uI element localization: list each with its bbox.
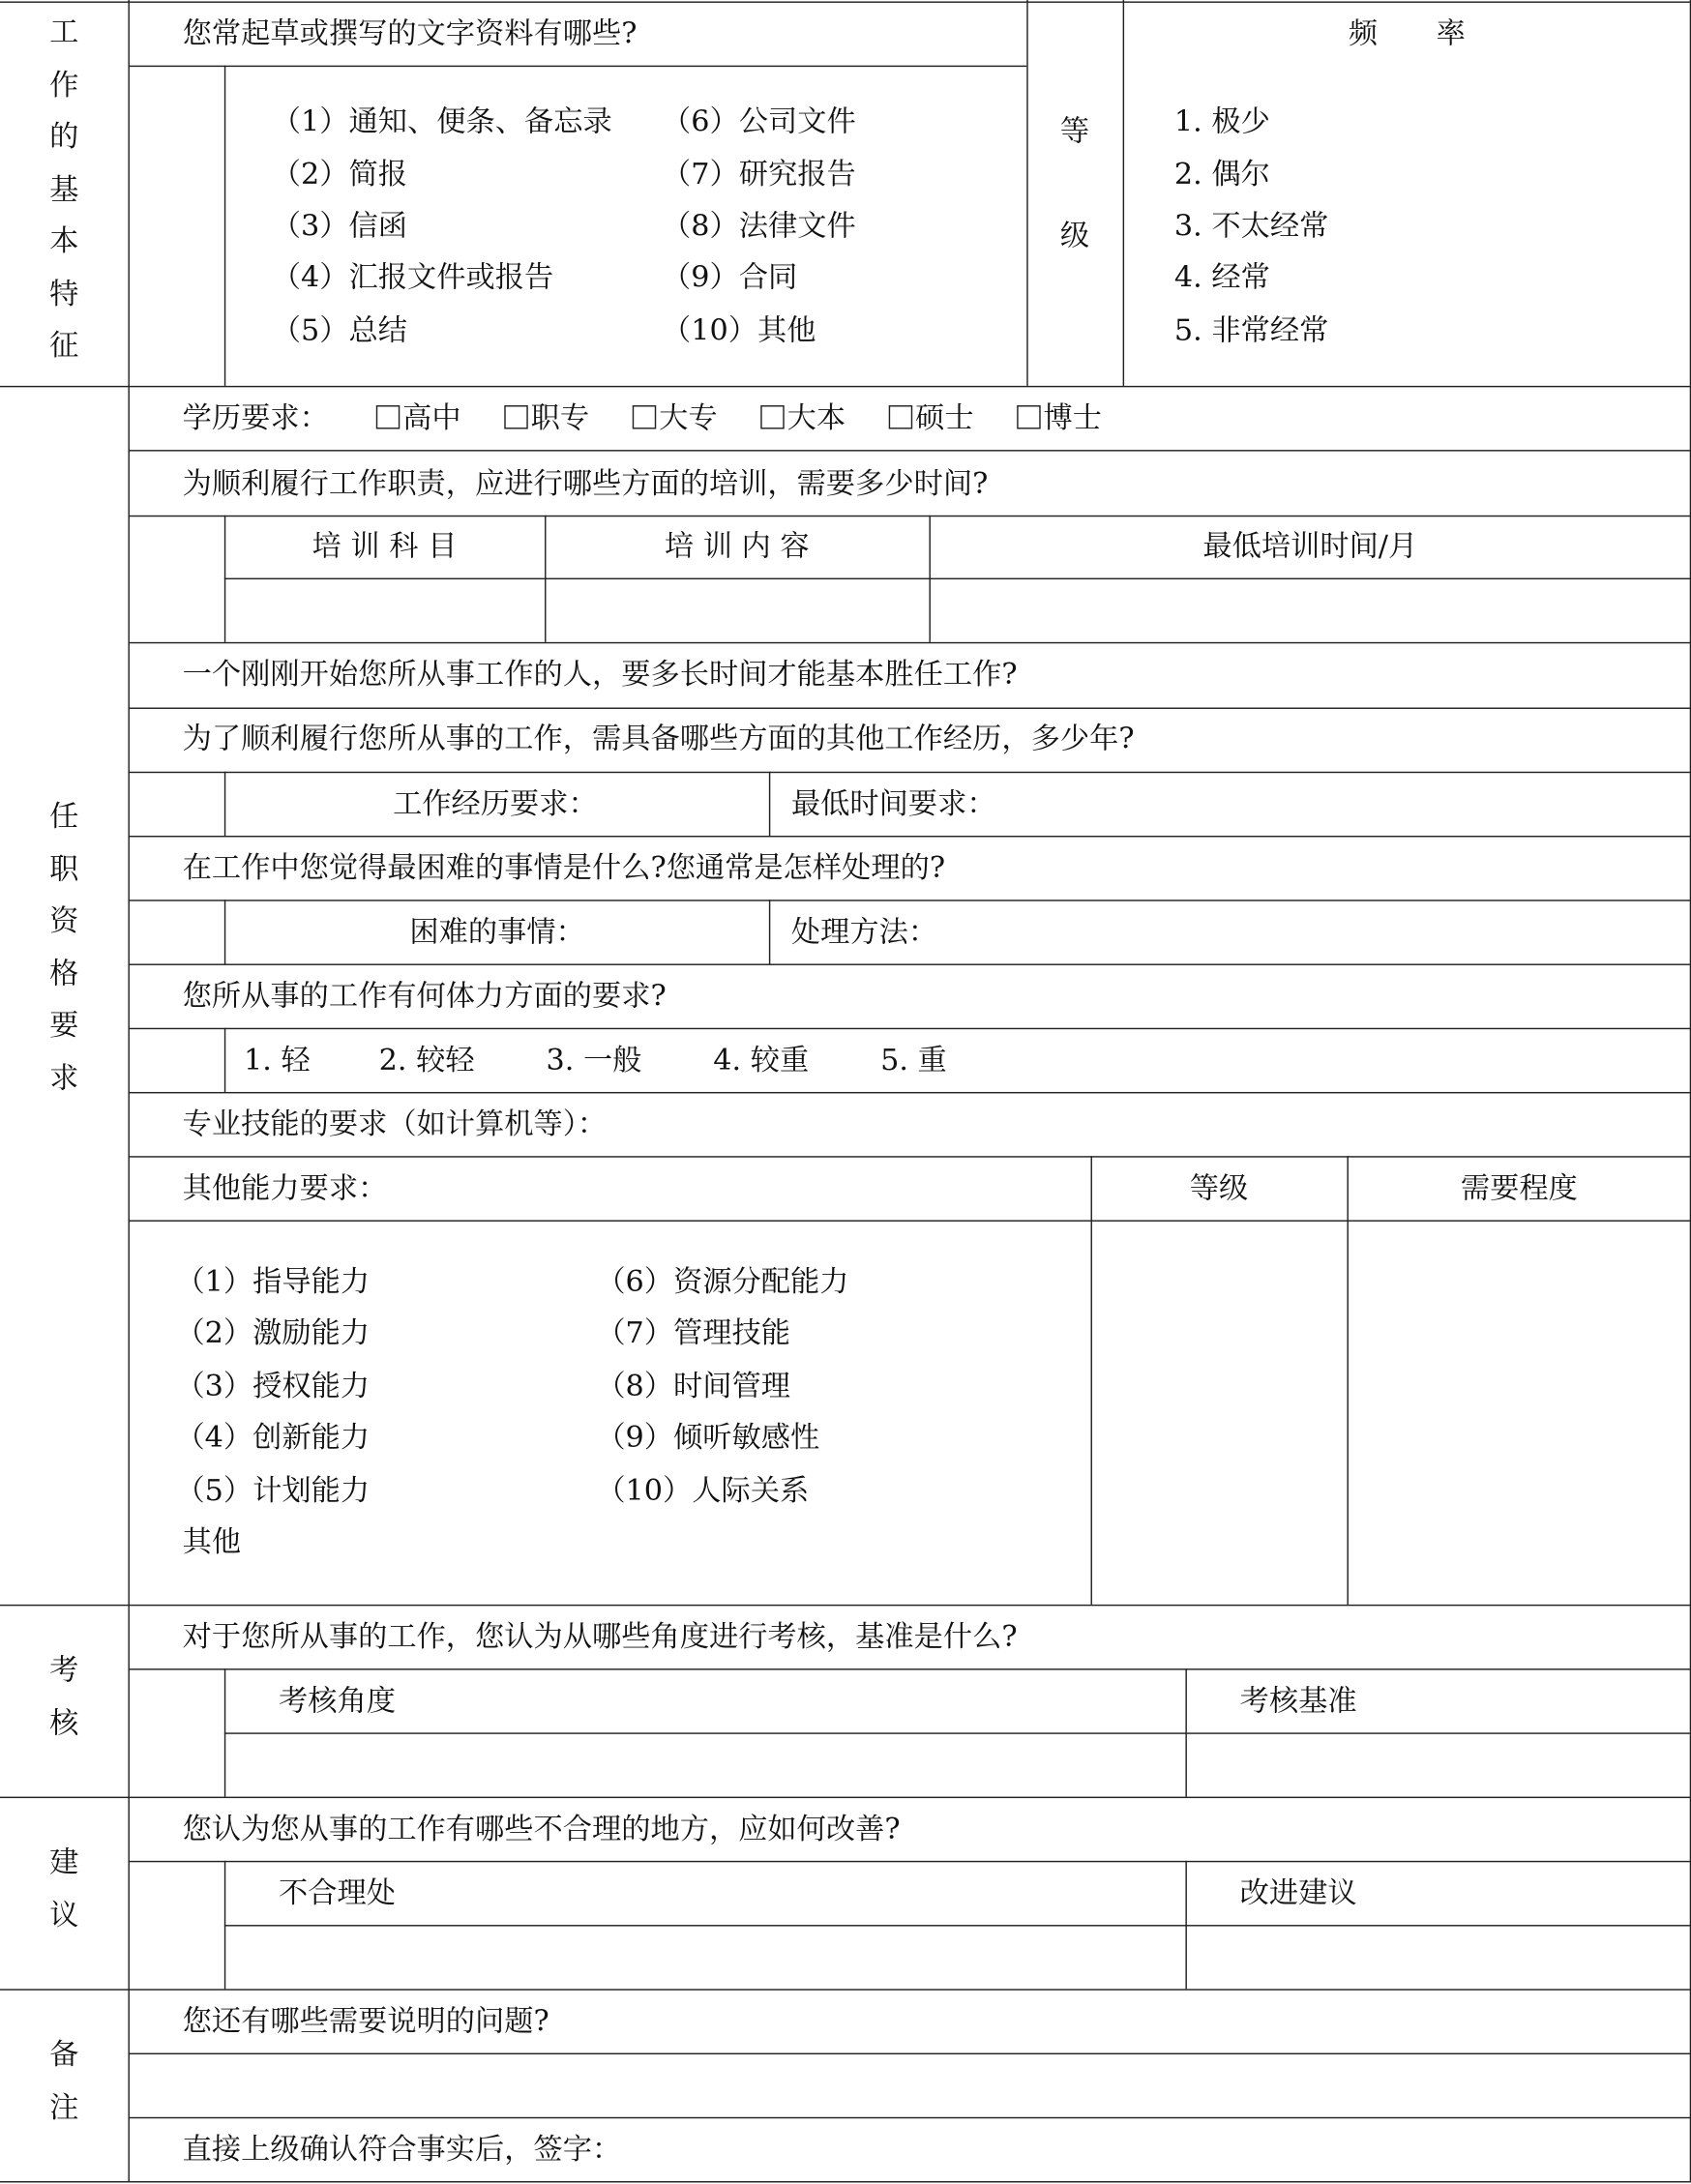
table-rule <box>1091 1156 1092 1605</box>
section-label-char: 核 <box>49 1705 79 1739</box>
difficulty-question: 在工作中您觉得最困难的事情是什么?您通常是怎样处理的? <box>182 850 946 885</box>
training-time-header: 最低培训时间/月 <box>1202 529 1418 563</box>
table-rule <box>1026 0 1027 386</box>
grade-label: 级 <box>1059 219 1090 252</box>
section-label-char: 作 <box>49 67 79 102</box>
training-subject-header: 培 训 科 目 <box>312 529 458 563</box>
physical-option: 1. 轻 <box>244 1043 311 1077</box>
other-abilities-label: 其他能力要求： <box>182 1171 388 1205</box>
checkbox-icon[interactable] <box>1017 405 1040 428</box>
table-rule <box>769 900 770 963</box>
issue-header: 不合理处 <box>279 1875 396 1910</box>
section-label-char: 注 <box>49 2089 79 2124</box>
table-rule <box>128 450 1691 451</box>
checkbox-label: 高中 <box>402 400 461 435</box>
assessment-criteria-header: 考核基准 <box>1239 1683 1357 1718</box>
section-label-char: 征 <box>49 328 79 363</box>
table-rule <box>0 1989 1691 1990</box>
education-checkbox[interactable] <box>504 401 589 435</box>
ability-other: 其他 <box>182 1524 242 1559</box>
table-rule <box>0 2181 1691 2182</box>
training-content-cell[interactable] <box>545 578 929 642</box>
section-label-char: 本 <box>49 223 79 258</box>
table-rule <box>224 66 225 386</box>
checkbox-label: 大专 <box>659 400 718 435</box>
table-rule <box>1185 1861 1186 1989</box>
table-rule <box>128 0 129 2181</box>
competence-question: 一个刚刚开始您所从事工作的人，要多长时间才能基本胜任工作? <box>182 657 1018 692</box>
checkbox-label: 博士 <box>1043 400 1103 435</box>
table-rule <box>128 708 1691 709</box>
improvement-header: 改进建议 <box>1239 1875 1357 1910</box>
table-rule <box>128 1220 1691 1221</box>
table-rule <box>769 772 770 836</box>
difficulty-item-label: 困难的事情： <box>409 915 585 949</box>
checkbox-label: 大本 <box>786 400 846 435</box>
table-rule <box>128 772 1691 773</box>
ability-option: （3）授权能力 <box>175 1369 371 1403</box>
table-rule <box>224 1668 225 1796</box>
section-label-char: 备 <box>49 2037 79 2072</box>
training-time-cell[interactable] <box>929 578 1691 642</box>
physical-question: 您所从事的工作有何体力方面的要求? <box>182 979 667 1013</box>
section-label-char: 任 <box>49 799 79 834</box>
education-checkbox[interactable] <box>760 401 846 435</box>
difficulty-method-label: 处理方法： <box>790 915 938 949</box>
grade-label: 等 <box>1059 114 1090 148</box>
physical-option: 2. 较轻 <box>378 1043 475 1077</box>
experience-requirement-label: 工作经历要求： <box>393 786 598 821</box>
remarks-answer-cell[interactable] <box>128 2053 1691 2117</box>
frequency-option: 1. 极少 <box>1173 104 1270 138</box>
suggestion-question: 您认为您从事的工作有哪些不合理的地方，应如何改善? <box>182 1812 901 1846</box>
table-rule <box>224 1028 225 1092</box>
table-rule <box>128 1861 1691 1862</box>
table-rule <box>0 1 1691 2</box>
education-checkbox[interactable] <box>376 401 461 435</box>
section-label-char: 资 <box>49 903 79 938</box>
frequency-header: 频 率 <box>1348 16 1466 50</box>
table-rule <box>128 642 1691 643</box>
remarks-question: 您还有哪些需要说明的问题? <box>182 2004 549 2038</box>
section-label-char: 工 <box>49 15 79 49</box>
frequency-option: 5. 非常经常 <box>1173 313 1329 347</box>
signature-label: 直接上级确认符合事实后，签字： <box>182 2132 622 2167</box>
document-option: （6）公司文件 <box>662 104 856 138</box>
ability-option: （10）人际关系 <box>596 1473 810 1508</box>
experience-time-label: 最低时间要求： <box>790 786 996 821</box>
ability-option: （2）激励能力 <box>175 1315 371 1350</box>
section-label-char: 的 <box>49 119 79 154</box>
document-option: （5）总结 <box>271 313 408 347</box>
table-rule <box>128 1668 1691 1669</box>
document-option: （8）法律文件 <box>662 209 856 243</box>
table-rule <box>0 1797 1691 1798</box>
section-label-char: 求 <box>49 1060 79 1095</box>
training-question: 为顺利履行工作职责，应进行哪些方面的培训，需要多少时间? <box>182 466 989 500</box>
document-option: （7）研究报告 <box>662 157 856 192</box>
checkbox-label: 硕士 <box>915 400 974 435</box>
table-rule <box>224 1861 225 1989</box>
need-header: 需要程度 <box>1460 1171 1578 1205</box>
ability-option: （6）资源分配能力 <box>596 1264 849 1299</box>
table-rule <box>1347 1156 1348 1605</box>
section-label-char: 考 <box>49 1653 79 1687</box>
assessment-question: 对于您所从事的工作，您认为从哪些角度进行考核，基准是什么? <box>182 1619 1018 1654</box>
document-option: （9）合同 <box>662 260 798 294</box>
table-rule <box>128 1092 1691 1093</box>
physical-option: 4. 较重 <box>713 1043 810 1077</box>
section-label-char: 格 <box>49 956 79 990</box>
section-label-suggestion <box>0 1837 128 1941</box>
table-rule <box>1185 1668 1186 1796</box>
table-rule <box>128 1028 1691 1029</box>
education-checkbox[interactable] <box>889 401 974 435</box>
section-label-char: 建 <box>49 1845 79 1879</box>
table-rule <box>128 1156 1691 1157</box>
section-label-char: 基 <box>49 171 79 206</box>
physical-option: 3. 一般 <box>546 1043 642 1077</box>
ability-option: （9）倾听敏感性 <box>596 1420 820 1455</box>
frequency-option: 2. 偶尔 <box>1173 157 1270 192</box>
table-rule <box>224 900 225 963</box>
education-label: 学历要求： <box>182 400 329 435</box>
section-label-char: 职 <box>49 851 79 886</box>
checkbox-icon[interactable] <box>633 405 656 428</box>
checkbox-icon[interactable] <box>376 405 400 428</box>
table-rule <box>128 963 1691 964</box>
document-option: （4）汇报文件或报告 <box>271 260 554 294</box>
checkbox-label: 职专 <box>530 400 590 435</box>
table-rule <box>0 1605 1691 1606</box>
table-rule <box>0 386 1691 387</box>
document-option: （1）通知、便条、备忘录 <box>271 104 612 138</box>
checkbox-icon[interactable] <box>889 405 912 428</box>
training-subject-cell[interactable] <box>224 578 545 642</box>
ability-option: （1）指导能力 <box>175 1264 371 1299</box>
table-rule <box>128 2117 1691 2118</box>
table-rule <box>128 836 1691 837</box>
section-label-char: 特 <box>49 276 79 310</box>
education-checkbox[interactable] <box>633 401 718 435</box>
documents-question: 您常起草或撰写的文字资料有哪些? <box>182 16 638 50</box>
assessment-angle-header: 考核角度 <box>279 1683 396 1718</box>
ability-option: （8）时间管理 <box>596 1369 791 1403</box>
section-label-basic <box>0 7 128 372</box>
education-checkbox[interactable] <box>1017 401 1102 435</box>
section-label-char: 要 <box>49 1008 79 1043</box>
table-rule <box>224 1732 1691 1733</box>
grade-header: 等级 <box>1189 1171 1249 1205</box>
document-option: （3）信函 <box>271 209 408 243</box>
ability-option: （5）计划能力 <box>175 1473 371 1508</box>
section-label-char: 议 <box>49 1898 79 1932</box>
checkbox-icon[interactable] <box>504 405 527 428</box>
checkbox-icon[interactable] <box>760 405 784 428</box>
section-label-qualification <box>0 791 128 1105</box>
frequency-option: 4. 经常 <box>1173 260 1270 294</box>
physical-option: 5. 重 <box>880 1043 947 1077</box>
table-rule <box>128 66 1026 67</box>
training-content-header: 培 训 内 容 <box>664 529 810 563</box>
table-rule <box>224 772 225 836</box>
frequency-option: 3. 不太经常 <box>1173 209 1329 243</box>
table-rule <box>224 1925 1691 1926</box>
skills-label: 专业技能的要求（如计算机等）： <box>182 1107 608 1141</box>
document-option: （10）其他 <box>662 313 816 347</box>
ability-option: （7）管理技能 <box>596 1315 791 1350</box>
ability-option: （4）创新能力 <box>175 1420 371 1455</box>
table-rule <box>1123 0 1124 386</box>
experience-question: 为了顺利履行您所从事的工作，需具备哪些方面的其他工作经历，多少年? <box>182 721 1135 755</box>
document-option: （2）简报 <box>271 157 408 192</box>
section-label-assessment <box>0 1645 128 1750</box>
section-label-remarks <box>0 2029 128 2134</box>
